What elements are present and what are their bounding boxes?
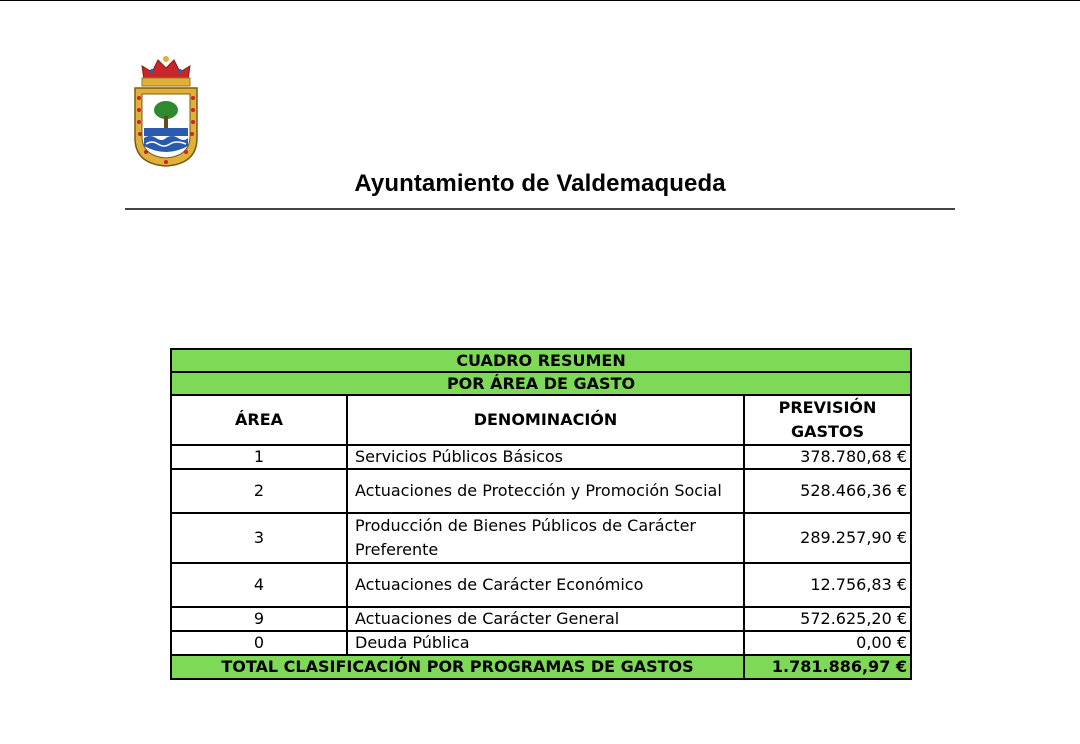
name-cell: Actuaciones de Carácter General <box>347 607 744 631</box>
summary-table <box>170 348 912 680</box>
title-divider <box>125 208 955 210</box>
amount-cell: 0,00 € <box>744 631 911 655</box>
area-cell: 2 <box>171 469 347 513</box>
name-cell: Actuaciones de Protección y Promoción Social <box>347 469 744 513</box>
name-cell-line2: Preferente <box>355 540 439 559</box>
amount-cell: 289.257,90 € <box>744 513 911 563</box>
table-row <box>171 445 911 469</box>
total-amount: 1.781.886,97 € <box>744 655 911 679</box>
area-cell: 4 <box>171 563 347 607</box>
total-label: TOTAL CLASIFICACIÓN POR PROGRAMAS DE GASTOS <box>171 655 744 679</box>
area-cell: 9 <box>171 607 347 631</box>
table-row <box>171 513 911 563</box>
table-row <box>171 563 911 607</box>
table-row <box>171 607 911 631</box>
amount-cell: 572.625,20 € <box>744 607 911 631</box>
area-cell: 1 <box>171 445 347 469</box>
page-title: Ayuntamiento de Valdemaqueda <box>354 170 726 197</box>
area-cell: 3 <box>171 513 347 563</box>
amount-cell: 378.780,68 € <box>744 445 911 469</box>
table-band-row <box>171 372 911 395</box>
table-band-title: CUADRO RESUMEN <box>171 349 911 372</box>
coat-of-arms-icon <box>132 54 200 168</box>
table-row <box>171 631 911 655</box>
name-cell: Actuaciones de Carácter Económico <box>347 563 744 607</box>
name-cell: Servicios Públicos Básicos <box>347 445 744 469</box>
name-cell-line1: Producción de Bienes Públicos de Carácter <box>355 516 696 535</box>
column-header-amount-line1: PREVISIÓN <box>778 398 877 417</box>
table-header-row <box>171 395 911 445</box>
table-total-row <box>171 655 911 679</box>
table-band-row <box>171 349 911 372</box>
name-cell: Deuda Pública <box>347 631 744 655</box>
top-border-line <box>0 0 1080 1</box>
area-cell: 0 <box>171 631 347 655</box>
table-row <box>171 469 911 513</box>
column-header-area: ÁREA <box>171 395 347 445</box>
column-header-amount-line2: GASTOS <box>790 422 865 441</box>
amount-cell: 12.756,83 € <box>744 563 911 607</box>
table-band-subtitle: POR ÁREA DE GASTO <box>171 372 911 395</box>
column-header-amount <box>744 395 911 445</box>
name-cell <box>347 513 744 563</box>
column-header-name: DENOMINACIÓN <box>347 395 744 445</box>
amount-cell: 528.466,36 € <box>744 469 911 513</box>
